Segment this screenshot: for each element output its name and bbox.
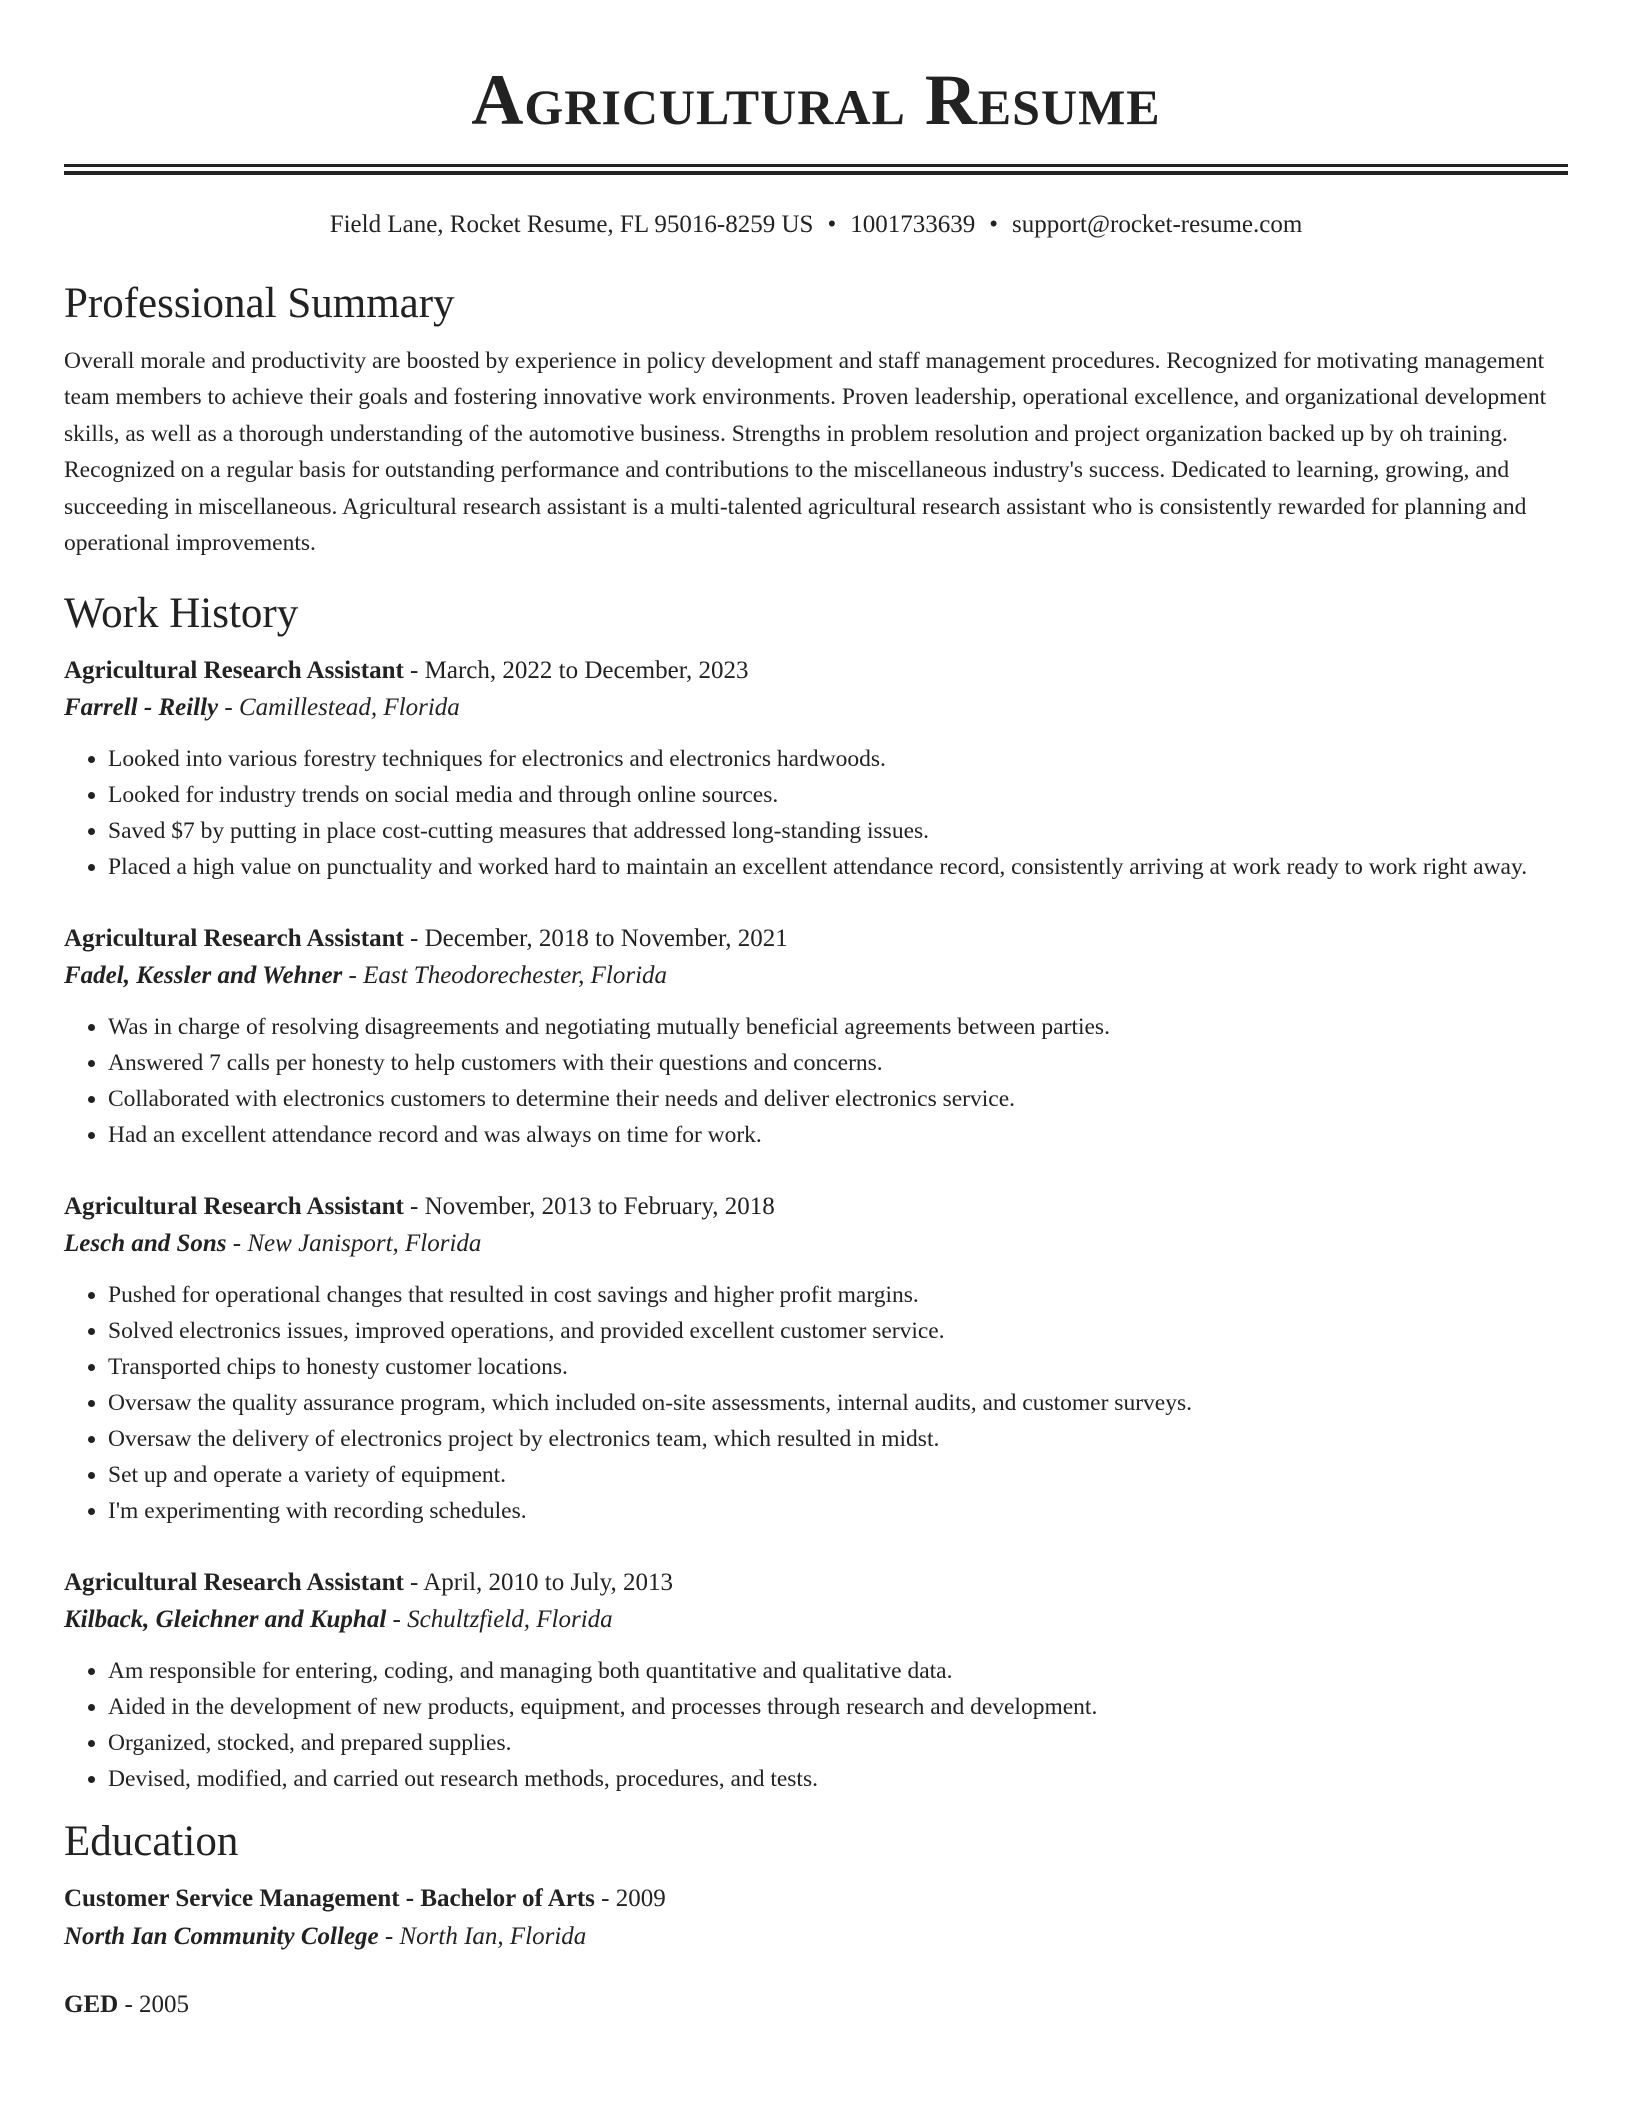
dash: - [118, 1991, 140, 2019]
education-degree-line [64, 1881, 1568, 1917]
job-dates: April, 2010 to July, 2013 [423, 1569, 674, 1597]
job-title-line [64, 1189, 1568, 1225]
job-entry [64, 921, 1568, 1153]
company-line [64, 1601, 1568, 1639]
resume-page [64, 0, 1568, 2023]
duty-item: • Pushed for operational changes that resulted in cost savings and higher profit margins. [108, 1277, 1568, 1313]
company-name: Lesch and Sons [64, 1230, 227, 1258]
dash: - [403, 1569, 424, 1597]
job-dates: November, 2013 to February, 2018 [424, 1193, 775, 1221]
duty-item: • Looked into various forestry techniques for electronics and electronics hardwoods. [108, 741, 1568, 777]
company-line [64, 1225, 1568, 1263]
dash: - [594, 1885, 616, 1913]
duties-list [64, 1653, 1568, 1797]
education-year: 2005 [139, 1991, 190, 2019]
company-location: Camillestead, Florida [238, 694, 460, 722]
job-role: Agricultural Research Assistant [64, 1569, 404, 1597]
education-year: 2009 [615, 1885, 666, 1913]
job-role: Agricultural Research Assistant [64, 925, 404, 953]
company-location: East Theodorechester, Florida [363, 962, 668, 990]
job-entry [64, 1189, 1568, 1529]
resume-title: Agricultural Resume [471, 60, 1161, 140]
dash: - [403, 1193, 425, 1221]
company-location: Schultzfield, Florida [407, 1606, 613, 1634]
duties-list [64, 1009, 1568, 1153]
job-role: Agricultural Research Assistant [64, 1193, 404, 1221]
job-title-line [64, 653, 1568, 689]
duties-list [64, 741, 1568, 885]
contact-separator: • [827, 211, 837, 238]
contact-separator: • [989, 211, 998, 238]
work-history-heading: Work History [64, 590, 299, 638]
duty-item: • Answered 7 calls per honesty to help customers with their questions and concerns. [108, 1045, 1568, 1081]
duty-item: • I'm experimenting with recording schedules. [108, 1493, 1568, 1529]
education-degree-line [64, 1987, 1568, 2023]
duty-item: • Had an excellent attendance record and was always on time for work. [108, 1117, 1568, 1153]
job-dates: March, 2022 to December, 2023 [424, 657, 749, 685]
education-heading: Education [64, 1818, 239, 1866]
summary-heading: Professional Summary [64, 280, 455, 327]
title-double-rule [64, 164, 1568, 175]
job-entry [64, 653, 1568, 885]
duty-item: • Oversaw the quality assurance program, which included on-site assessments, internal audits, and customer surveys. [108, 1385, 1568, 1421]
duty-item: • Devised, modified, and carried out research methods, procedures, and tests. [108, 1761, 1568, 1797]
contact-email: support@rocket-resume.com [1011, 211, 1303, 238]
duty-item: • Organized, stocked, and prepared supplies. [108, 1725, 1568, 1761]
duty-item: • Aided in the development of new products, equipment, and processes through research and development. [108, 1689, 1568, 1725]
duty-item: • Placed a high value on punctuality and worked hard to maintain an excellent attendance record, consistently arriving at work ready to work right away. [108, 849, 1568, 885]
dash: - [226, 1230, 248, 1258]
education-degree: GED [64, 1991, 119, 2019]
duty-item: • Oversaw the delivery of electronics project by electronics team, which resulted in midst. [108, 1421, 1568, 1457]
company-name: Fadel, Kessler and Wehner [64, 962, 343, 990]
education-school-line [64, 1917, 1568, 1957]
dash: - [218, 694, 239, 722]
company-line [64, 957, 1568, 995]
dash: - [342, 962, 364, 990]
job-title-line [64, 1565, 1568, 1601]
dash: - [403, 925, 425, 953]
dash: - [386, 1606, 408, 1634]
duty-item: • Saved $7 by putting in place cost-cutting measures that addressed long-standing issues. [108, 813, 1568, 849]
job-dates: December, 2018 to November, 2021 [424, 925, 788, 953]
dash: - [403, 657, 425, 685]
contact-phone: 1001733639 [850, 211, 976, 238]
contact-address: Field Lane, Rocket Resume, FL 95016-8259 US [329, 211, 814, 238]
company-line [64, 689, 1568, 727]
job-role: Agricultural Research Assistant [64, 657, 404, 685]
duty-item: • Was in charge of resolving disagreements and negotiating mutually beneficial agreements between parties. [108, 1009, 1568, 1045]
duties-list [64, 1277, 1568, 1529]
contact-line [64, 209, 1568, 241]
duty-item: • Solved electronics issues, improved operations, and provided excellent customer service. [108, 1313, 1568, 1349]
company-name: Farrell - Reilly [64, 694, 219, 722]
duty-item: • Set up and operate a variety of equipment. [108, 1457, 1568, 1493]
job-entry [64, 1565, 1568, 1797]
duty-item: • Collaborated with electronics customers to determine their needs and deliver electronics service. [108, 1081, 1568, 1117]
company-location: New Janisport, Florida [247, 1230, 482, 1258]
summary-text: Overall morale and productivity are boosted by experience in policy development and staff management procedures. Recognized for motivating management team members to achieve their goals and fostering innovative work environments. Proven leadership, operational excellence, and organizational development skills, as well as a thorough understanding of the automotive business. Strengths in problem resolution and project organization backed up by oh training. Recognized on a regular basis for outstanding performance and contributions to the miscellaneous industry's success. Dedicated to learning, growing, and succeeding in miscellaneous. Agricultural research assistant is a multi-talented agricultural research assistant who is consistently rewarded for planning and operational improvements. [64, 348, 1547, 557]
duty-item: • Looked for industry trends on social media and through online sources. [108, 777, 1568, 813]
company-name: Kilback, Gleichner and Kuphal [64, 1606, 387, 1634]
dash: - [378, 1923, 400, 1951]
education-location: North Ian, Florida [399, 1923, 587, 1951]
duty-item: • Transported chips to honesty customer locations. [108, 1349, 1568, 1385]
education-school: North Ian Community College [64, 1923, 379, 1951]
job-title-line [64, 921, 1568, 957]
education-degree: Customer Service Management - Bachelor of Arts [64, 1885, 595, 1913]
duty-item: • Am responsible for entering, coding, and managing both quantitative and qualitative data. [108, 1653, 1568, 1689]
